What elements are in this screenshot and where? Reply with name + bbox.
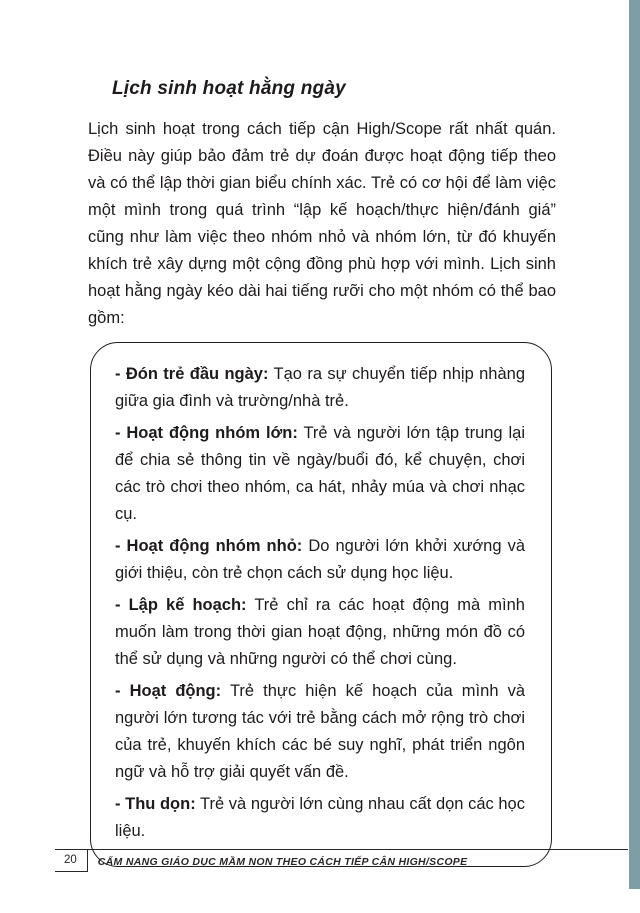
schedule-item-label: - Hoạt động nhóm lớn: bbox=[115, 424, 298, 442]
schedule-item bbox=[115, 361, 525, 415]
schedule-item-text: Trẻ và người lớn cùng nhau cất dọn các học liệu. bbox=[115, 795, 525, 840]
page-footer bbox=[55, 849, 628, 872]
schedule-item bbox=[115, 533, 525, 587]
schedule-item bbox=[115, 592, 525, 673]
schedule-item-label: - Hoạt động nhóm nhỏ: bbox=[115, 537, 303, 555]
schedule-item bbox=[115, 678, 525, 786]
schedule-item-text: Do người lớn khởi xướng và giới thiệu, còn trẻ chọn cách sử dụng học liệu. bbox=[115, 537, 526, 582]
page-content bbox=[88, 0, 556, 867]
schedule-item-label: - Lập kế hoạch: bbox=[115, 596, 247, 614]
page-edge-bar bbox=[629, 0, 640, 889]
schedule-item bbox=[115, 791, 525, 845]
schedule-item-text: Trẻ và người lớn tập trung lại để chia sẻ thông tin về ngày/buổi đó, kể chuyện, chơi các trò chơi theo nhóm, ca hát, nhảy múa và chơi nhạc cụ. bbox=[115, 424, 526, 523]
schedule-item-text: Tạo ra sự chuyển tiếp nhịp nhàng giữa gia đình và trường/nhà trẻ. bbox=[115, 365, 525, 410]
intro-paragraph: Lịch sinh hoạt trong cách tiếp cận High/Scope rất nhất quán. Điều này giúp bảo đảm trẻ dự đoán được hoạt động tiếp theo và có thể lập thời gian biểu chính xác. Trẻ có cơ hội để làm việc một mình trong quá trình “lập kế hoạch/thực hiện/đánh giá” cũng như làm việc theo nhóm nhỏ và nhóm lớn, từ đó khuyến khích trẻ xây dựng một cộng đồng phù hợp với mình. Lịch sinh hoạt hằng ngày kéo dài hai tiếng rưỡi cho một nhóm có thể bao gồm: bbox=[88, 120, 556, 327]
schedule-item-label: - Hoạt động: bbox=[115, 682, 222, 700]
schedule-item-label: - Thu dọn: bbox=[115, 795, 196, 813]
schedule-item bbox=[115, 420, 525, 528]
page-number: 20 bbox=[55, 850, 88, 872]
running-title: CẨM NANG GIÁO DỤC MẦM NON THEO CÁCH TIẾP CẬN HIGH/SCOPE bbox=[97, 856, 468, 868]
schedule-item-text: Trẻ chỉ ra các hoạt động mà mình muốn làm trong thời gian hoạt động, những món đồ có thể sử dụng và những người có thể chơi cùng. bbox=[115, 596, 525, 668]
schedule-item-text: Trẻ thực hiện kế hoạch của mình và người lớn tương tác với trẻ bằng cách mở rộng trò chơi của trẻ, khuyến khích các bé suy nghĩ, phát triển ngôn ngữ và hỗ trợ giải quyết vấn đề. bbox=[115, 682, 525, 781]
section-heading: Lịch sinh hoạt hằng ngày bbox=[112, 78, 346, 99]
daily-schedule-box bbox=[90, 342, 552, 867]
schedule-item-label: - Đón trẻ đầu ngày: bbox=[115, 365, 269, 383]
